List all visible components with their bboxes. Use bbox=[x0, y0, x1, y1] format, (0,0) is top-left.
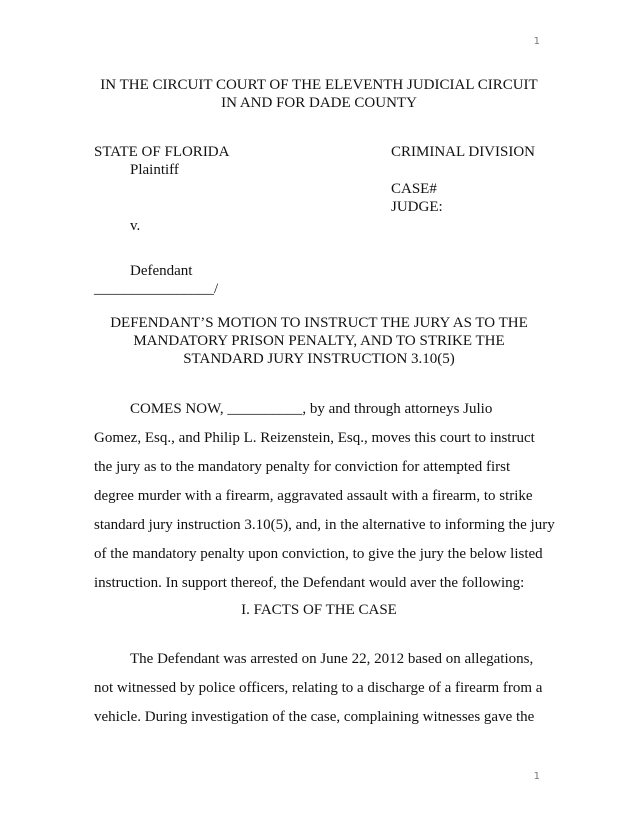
caption-plaintiff: Plaintiff bbox=[130, 162, 179, 178]
paragraph-line: not witnessed by police officers, relating to a discharge of a firearm from a bbox=[94, 680, 543, 696]
paragraph-line: COMES NOW, __________, by and through attorneys Julio bbox=[130, 401, 493, 417]
intro-paragraph bbox=[94, 395, 555, 598]
caption-case-number: CASE# bbox=[391, 181, 437, 197]
facts-paragraph bbox=[94, 645, 544, 732]
paragraph-line: Gomez, Esq., and Philip L. Reizenstein, Esq., moves this court to instruct bbox=[94, 430, 535, 446]
paragraph-line: vehicle. During investigation of the case, complaining witnesses gave the bbox=[94, 709, 535, 725]
caption-division: CRIMINAL DIVISION bbox=[391, 144, 536, 160]
page-number-bottom: 1 bbox=[533, 771, 540, 782]
paragraph-line: instruction. In support thereof, the Defendant would aver the following: bbox=[94, 575, 525, 591]
paragraph-line: The Defendant was arrested on June 22, 2012 based on allegations, bbox=[130, 651, 534, 667]
caption-defendant: Defendant bbox=[130, 263, 193, 279]
caption-versus: v. bbox=[130, 218, 141, 234]
paragraph-line: degree murder with a firearm, aggravated assault with a firearm, to strike bbox=[94, 488, 533, 504]
motion-title-line: STANDARD JURY INSTRUCTION 3.10(5) bbox=[183, 351, 455, 367]
motion-title bbox=[60, 314, 578, 368]
court-heading bbox=[60, 76, 578, 112]
page-number-top: 1 bbox=[533, 36, 540, 47]
caption-judge: JUDGE: bbox=[391, 199, 443, 215]
caption-signature-line: ________________/ bbox=[94, 281, 219, 297]
court-heading-line: IN AND FOR DADE COUNTY bbox=[221, 95, 417, 111]
motion-title-line: MANDATORY PRISON PENALTY, AND TO STRIKE THE bbox=[133, 333, 505, 349]
section-heading: I. FACTS OF THE CASE bbox=[241, 602, 397, 618]
caption-state: STATE OF FLORIDA bbox=[94, 144, 230, 160]
paragraph-line: standard jury instruction 3.10(5), and, in the alternative to informing the jury bbox=[94, 517, 555, 533]
paragraph-line: the jury as to the mandatory penalty for conviction for attempted first bbox=[94, 459, 511, 475]
motion-title-line: DEFENDANT’S MOTION TO INSTRUCT THE JURY AS TO THE bbox=[110, 315, 528, 331]
paragraph-line: of the mandatory penalty upon conviction, to give the jury the below listed bbox=[94, 546, 543, 562]
court-heading-line: IN THE CIRCUIT COURT OF THE ELEVENTH JUDICIAL CIRCUIT bbox=[100, 77, 538, 93]
